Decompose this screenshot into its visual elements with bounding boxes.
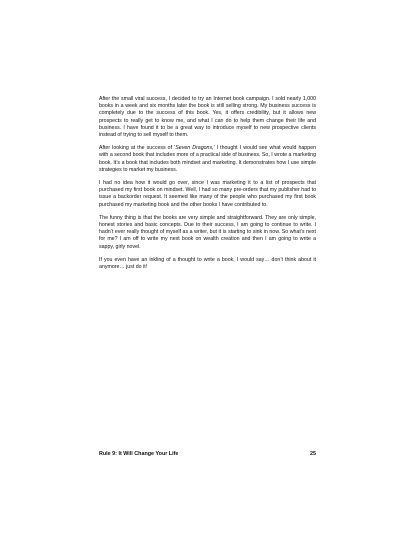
paragraph: I had no idea how it would go over, since I was marketing it to a list of prospects that purchased my first book on mindset. Well, I had so many pre-orders that my publisher had to issue a backorder request. It seemed like many of the people who purchased my first book purchased my marketing book and the other books I have contributed to. [99,180,316,208]
body-text [99,96,316,277]
page-footer [99,451,316,457]
paragraph: After the small viral success, I decided to try an Internet book campaign. I sold nearly 1,000 books in a week and six months later the book is still selling strong. My business success is completely due to the success of this book. Yes, it offers credibility, but it allows new prospects to really get to know me, and what I can do to help them change their life and business. I have found it to be a great way to introduce myself to new prospective clients instead of trying to sell myself to them. [99,96,316,139]
page-number: 25 [310,451,316,457]
paragraph: The funny thing is that the books are very simple and straightforward. They are only simple, honest stories and basic concepts. Due to their success, I am going to continue to write. I hadn’t ever really thought of myself as a writer, but it is starting to sink in now. So what’s next for me? I am off to write my next book on wealth creation and then I am going to write a sappy, girly novel. [99,214,316,250]
paragraph-text: After looking at the success of ‘ [99,145,176,152]
running-footer-title: Rule 9: It Will Change Your Life [99,451,179,457]
paragraph [99,145,316,174]
paragraph-text: ’ I thought I would see what would happen with a second book that includes more of a practical side of business. So, I wrote a marketing book. It’s a book that includes both mindset and marketing. It demonstrates how I use simple strategies to market my business. [99,145,316,173]
book-title: Seven Dragons, [175,145,214,152]
paragraph: If you even have an inkling of a thought to write a book, I would say… don’t think about it anymore… just do it! [99,256,316,271]
